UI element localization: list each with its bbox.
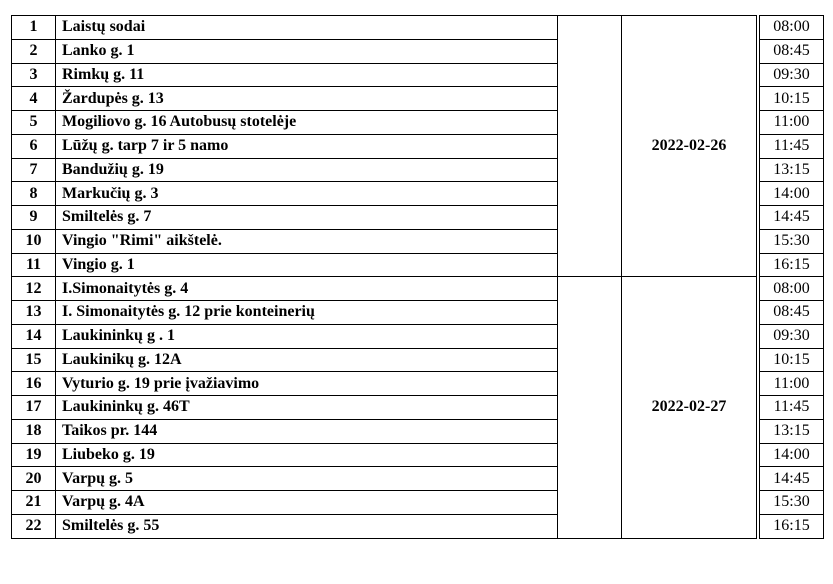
time-cell: 09:30: [760, 324, 824, 348]
time-cell: 08:45: [760, 301, 824, 325]
time-cell: 10:15: [760, 348, 824, 372]
address-cell: Lūžų g. tarp 7 ir 5 namo: [56, 134, 558, 158]
table-row: [12, 277, 824, 301]
time-cell: 14:00: [760, 443, 824, 467]
row-number: 16: [12, 372, 56, 396]
time-cell: 14:00: [760, 182, 824, 206]
address-cell: Varpų g. 4A: [56, 491, 558, 515]
time-cell: 16:15: [760, 253, 824, 277]
address-cell: Rimkų g. 11: [56, 63, 558, 87]
row-number: 7: [12, 158, 56, 182]
time-cell: 13:15: [760, 158, 824, 182]
time-cell: 09:30: [760, 63, 824, 87]
row-number: 6: [12, 134, 56, 158]
time-cell: 08:00: [760, 16, 824, 40]
row-number: 18: [12, 419, 56, 443]
time-cell: 08:00: [760, 277, 824, 301]
address-cell: Žardupės g. 13: [56, 87, 558, 111]
address-cell: Vyturio g. 19 prie įvažiavimo: [56, 372, 558, 396]
time-cell: 08:45: [760, 39, 824, 63]
time-cell: 11:00: [760, 372, 824, 396]
row-number: 12: [12, 277, 56, 301]
address-cell: Laukininkų g . 1: [56, 324, 558, 348]
address-cell: Smiltelės g. 55: [56, 514, 558, 538]
time-cell: 11:00: [760, 111, 824, 135]
address-cell: Laukinikų g. 12A: [56, 348, 558, 372]
row-number: 19: [12, 443, 56, 467]
row-number: 2: [12, 39, 56, 63]
address-cell: Vingio "Rimi" aikštelė.: [56, 229, 558, 253]
time-cell: 14:45: [760, 467, 824, 491]
row-number: 14: [12, 324, 56, 348]
row-number: 4: [12, 87, 56, 111]
address-cell: Lanko g. 1: [56, 39, 558, 63]
empty-cell: [558, 16, 622, 277]
row-number: 13: [12, 301, 56, 325]
time-cell: 11:45: [760, 134, 824, 158]
address-cell: I. Simonaitytės g. 12 prie konteinerių: [56, 301, 558, 325]
row-number: 11: [12, 253, 56, 277]
address-cell: Vingio g. 1: [56, 253, 558, 277]
schedule-table: [11, 15, 824, 539]
row-number: 9: [12, 206, 56, 230]
address-cell: Smiltelės g. 7: [56, 206, 558, 230]
row-number: 15: [12, 348, 56, 372]
time-cell: 14:45: [760, 206, 824, 230]
row-number: 1: [12, 16, 56, 40]
address-cell: Bandužių g. 19: [56, 158, 558, 182]
address-cell: Taikos pr. 144: [56, 419, 558, 443]
address-cell: Laukininkų g. 46T: [56, 396, 558, 420]
time-cell: 16:15: [760, 514, 824, 538]
row-number: 8: [12, 182, 56, 206]
time-cell: 13:15: [760, 419, 824, 443]
table-row: [12, 16, 824, 40]
schedule-table-body: [12, 16, 824, 539]
date-cell: 2022-02-26: [622, 16, 757, 277]
address-cell: Liubeko g. 19: [56, 443, 558, 467]
address-cell: Laistų sodai: [56, 16, 558, 40]
row-number: 21: [12, 491, 56, 515]
address-cell: I.Simonaitytės g. 4: [56, 277, 558, 301]
empty-cell: [558, 277, 622, 538]
address-cell: Markučių g. 3: [56, 182, 558, 206]
row-number: 5: [12, 111, 56, 135]
time-cell: 15:30: [760, 491, 824, 515]
address-cell: Varpų g. 5: [56, 467, 558, 491]
time-cell: 10:15: [760, 87, 824, 111]
row-number: 3: [12, 63, 56, 87]
time-cell: 15:30: [760, 229, 824, 253]
date-cell: 2022-02-27: [622, 277, 757, 538]
row-number: 20: [12, 467, 56, 491]
row-number: 22: [12, 514, 56, 538]
time-cell: 11:45: [760, 396, 824, 420]
address-cell: Mogiliovo g. 16 Autobusų stotelėje: [56, 111, 558, 135]
row-number: 17: [12, 396, 56, 420]
row-number: 10: [12, 229, 56, 253]
